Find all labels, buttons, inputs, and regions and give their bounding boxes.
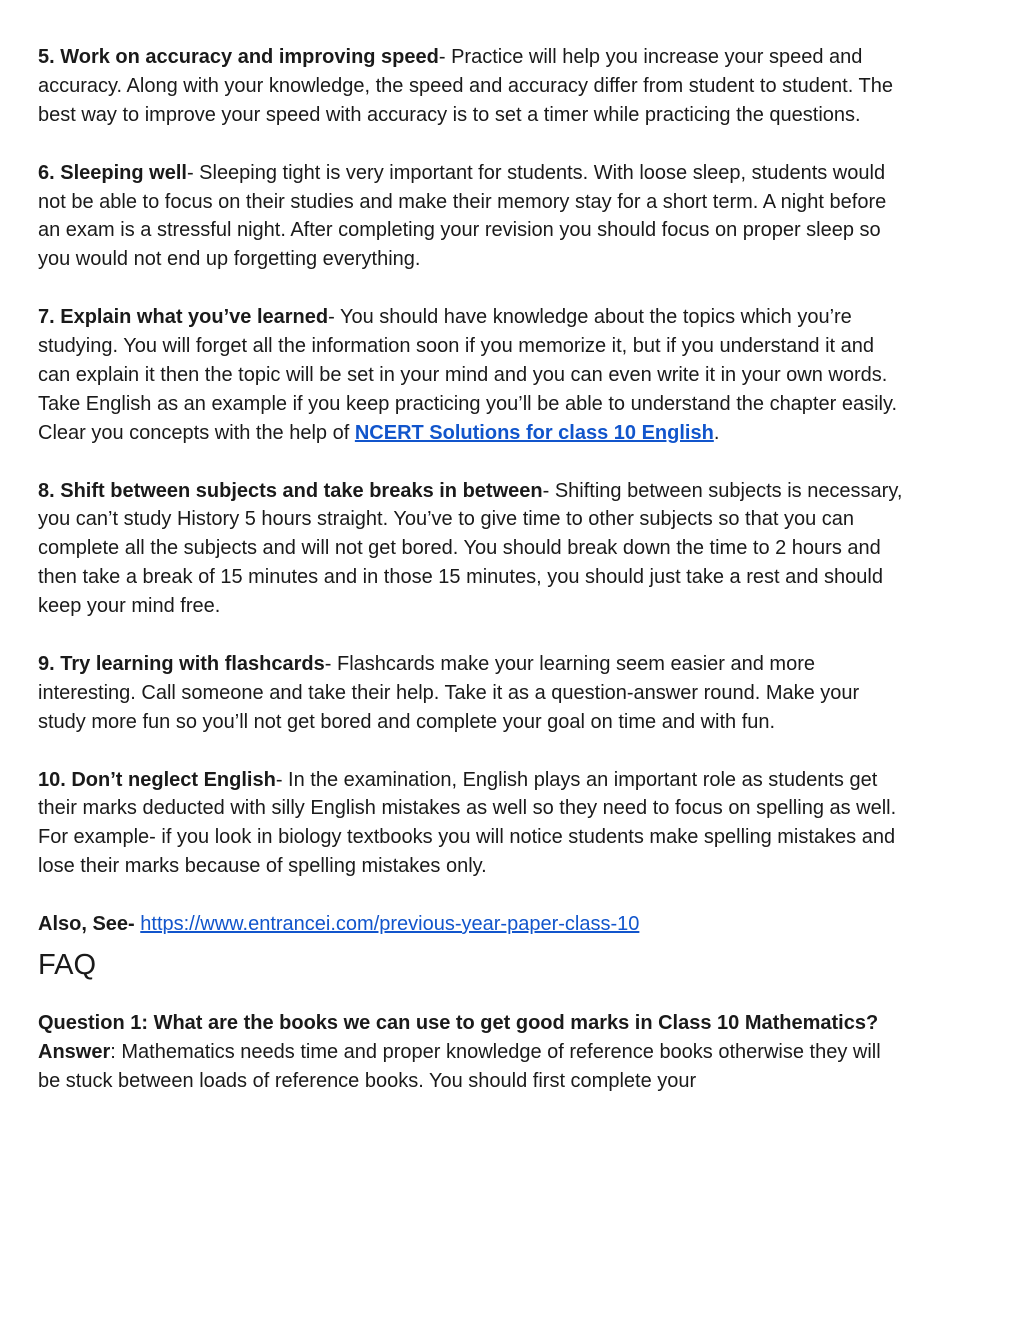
tip-10-heading: 10. Don’t neglect English — [38, 768, 276, 791]
tip-7-paragraph — [38, 303, 908, 448]
tip-6-body: - Sleeping tight is very important for students. With loose sleep, students would not be able to focus on their studies and make their memory stay for a short term. A night before an exam is a stressful night. After completing your revision you should focus on proper sleep so you would not end up forgetting everything. — [38, 161, 887, 271]
faq-answer-1 — [38, 1038, 908, 1096]
tip-6-heading: 6. Sleeping well — [38, 161, 187, 184]
faq-question-1: Question 1: What are the books we can use to get good marks in Class 10 Mathematics? — [38, 1012, 879, 1034]
tip-5-body: - Practice will help you increase your speed and accuracy. Along with your knowledge, the speed and accuracy differ from student to student. The best way to improve your speed with accuracy is to set a timer while practicing the questions. — [38, 46, 893, 126]
tip-10-body: - In the examination, English plays an important role as students get their marks deducted with silly English mistakes as well so they need to focus on spelling as well. For example- if you look in biology textbooks you will notice students make spelling mistakes and lose their marks because of spelling mistakes only. — [38, 768, 897, 878]
also-see-line — [38, 910, 908, 939]
tip-5-paragraph — [38, 43, 908, 130]
previous-year-paper-link[interactable]: https://www.entrancei.com/previous-year-paper-class-10 — [140, 913, 640, 936]
document-page — [38, 43, 908, 1096]
tip-7-body: - You should have knowledge about the topics which you’re studying. You will forget all the information soon if you memorize it, but if you understand it and can explain it then the topic will be set in your mind and you can even write it in your own words. Take English as an example if you keep practicing you’ll be able to understand the chapter easily. Clear you concepts with the help of — [38, 306, 898, 444]
answer-text: : Mathematics needs time and proper knowledge of reference books otherwise they will be stuck between loads of reference books. You should first complete your — [38, 1040, 881, 1092]
faq-heading: FAQ — [38, 949, 97, 981]
answer-label: Answer — [38, 1040, 111, 1063]
ncert-solutions-link[interactable]: NCERT Solutions for class 10 English — [354, 421, 714, 444]
tip-8-paragraph — [38, 477, 908, 622]
tip-9-body: - Flashcards make your learning seem easier and more interesting. Call someone and take their help. Take it as a question-answer round. Make your study more fun so you’ll not get bored and complete your goal on time and with fun. — [38, 652, 860, 733]
also-see-label: Also, See- — [38, 913, 135, 936]
tip-10-paragraph — [38, 766, 908, 882]
tip-8-body: - Shifting between subjects is necessary, you can’t study History 5 hours straight. You’ve to give time to other subjects so that you can complete all the subjects and will not get bored. You should break down the time to 2 hours and then take a break of 15 minutes and in those 15 minutes, you should just take a rest and should keep your mind free. — [38, 479, 903, 618]
tip-8-heading: 8. Shift between subjects and take breaks in between — [38, 479, 543, 502]
tip-9-paragraph — [38, 650, 908, 737]
tip-5-heading: 5. Work on accuracy and improving speed — [38, 46, 439, 68]
tip-7-heading: 7. Explain what you’ve learned — [38, 306, 329, 329]
tip-6-paragraph — [38, 159, 908, 275]
tip-9-heading: 9. Try learning with flashcards — [38, 652, 325, 675]
tip-7-period: . — [713, 421, 720, 444]
